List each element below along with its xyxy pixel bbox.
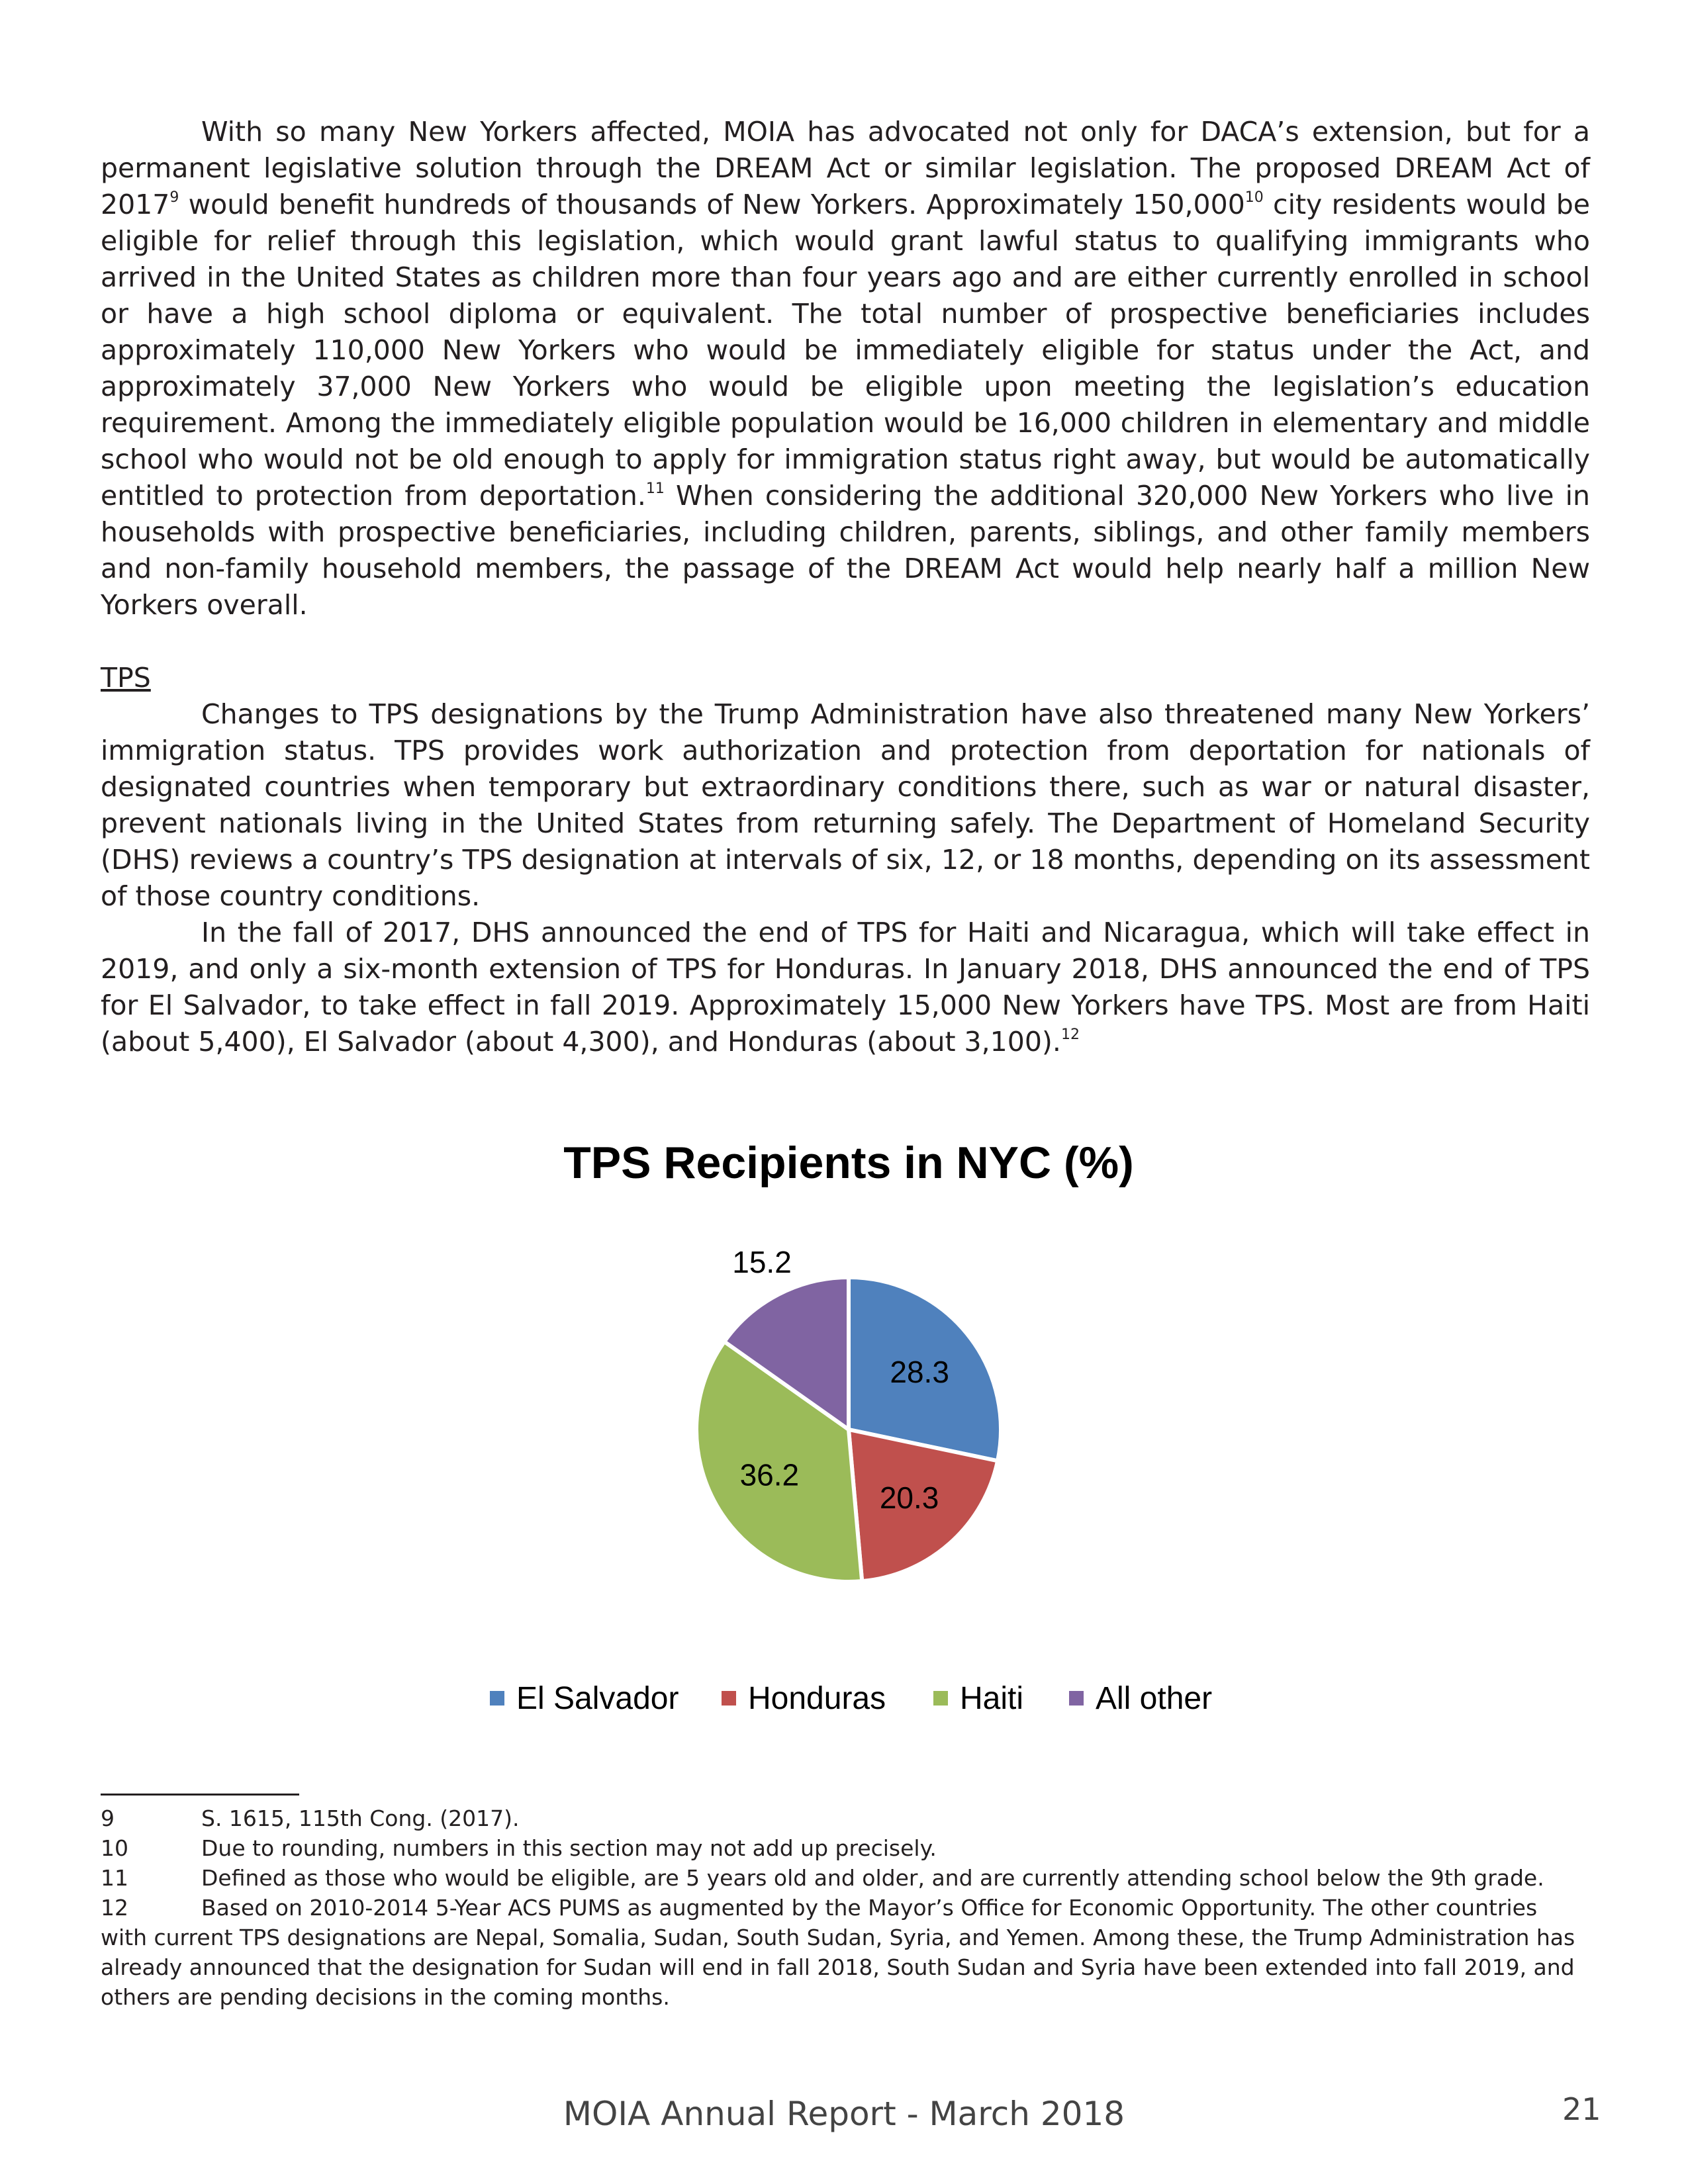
tps-heading: TPS	[101, 662, 151, 694]
footer-title: MOIA Annual Report - March 2018	[563, 2095, 1125, 2133]
footnote-text: S. 1615, 115th Cong. (2017).	[201, 1805, 520, 1831]
legend-label: El Salvador	[516, 1681, 679, 1716]
footnote-ref-10[interactable]: 10	[1244, 189, 1264, 206]
footnote	[101, 1833, 1590, 1863]
legend-label: Haiti	[960, 1681, 1024, 1716]
body-section	[101, 114, 1590, 1060]
page-number: 21	[1562, 2091, 1601, 2127]
footnote-divider	[101, 1794, 299, 1796]
legend-label: Honduras	[748, 1681, 886, 1716]
footnote-text: Defined as those who would be eligible, are 5 years old and older, and are currently attending school below the 9th grade.	[201, 1865, 1544, 1891]
footnote-text: Based on 2010-2014 5-Year ACS PUMS as augmented by the Mayor’s Office for Economic Opportunity. The other countries with current TPS designations are Nepal, Somalia, Sudan, South Sudan, Syria, and Yemen. Among these, the Trump Administration has already announced that the designation for Sudan will end in fall 2018, South Sudan and Syria have been extended into fall 2019, and others are pending decisions in the coming months.	[101, 1895, 1575, 2010]
legend-swatch	[722, 1691, 736, 1706]
chart-title: TPS Recipients in NYC (%)	[563, 1138, 1134, 1188]
text: would benefit hundreds of thousands of New Yorkers. Approximately 150,000	[179, 189, 1245, 220]
legend-swatch	[1069, 1691, 1084, 1706]
data-label: 36.2	[739, 1457, 800, 1492]
footnotes	[101, 1803, 1590, 2012]
footnote-number: 12	[101, 1895, 128, 1921]
footnote	[101, 1863, 1590, 1893]
footnote	[101, 1803, 1590, 1833]
text: When considering the additional 320,000 New Yorkers who live in households with prospective beneficiaries, including children, parents, siblings, and other family members and non-family household members, the passage of the DREAM Act would help nearly half a million New Yorkers overall.	[101, 480, 1590, 621]
legend-swatch	[933, 1691, 948, 1706]
footnote-ref-11[interactable]: 11	[645, 480, 665, 497]
footnote	[101, 1893, 1590, 2012]
dream-act-paragraph	[101, 114, 1590, 623]
data-label: 28.3	[890, 1355, 949, 1390]
data-label: 15.2	[732, 1244, 792, 1279]
footnote-number: 11	[101, 1865, 128, 1891]
tps-paragraph-2	[101, 915, 1590, 1060]
data-label: 20.3	[879, 1480, 939, 1516]
footnote-ref-9[interactable]: 9	[169, 189, 179, 206]
legend-swatch	[490, 1691, 504, 1706]
footnote-number: 9	[101, 1805, 115, 1831]
text: With so many New Yorkers affected, MOIA has advocated not only for DACA’s extension, but for a permanent legislative solution through the DREAM Act or similar legislation. The proposed DREAM Act of 2017	[101, 116, 1590, 220]
tps-paragraph-1: Changes to TPS designations by the Trump Administration have also threatened many New Yorkers’ immigration status. TPS provides work authorization and protection from deportation for nationals of designated countries when temporary but extraordinary conditions there, such as war or natural disaster, prevent nationals living in the United States from returning safely. The Department of Homeland Security (DHS) reviews a country’s TPS designation at intervals of six, 12, or 18 months, depending on its assessment of those country conditions.	[101, 698, 1590, 912]
legend-label: All other	[1096, 1681, 1213, 1716]
footnote-text: Due to rounding, numbers in this section may not add up precisely.	[201, 1835, 937, 1861]
text: city residents would be eligible for relief through this legislation, which would grant lawful status to qualifying immigrants who arrived in the United States as children more than four years ago and are either currently enrolled in school or have a high school diploma or equivalent. The total number of prospective beneficiaries includes approximately 110,000 New Yorkers who would be immediately eligible for status under the Act, and approximately 37,000 New Yorkers who would be eligible upon meeting the legislation’s education requirement. Among the immediately eligible population would be 16,000 children in elementary and middle school who would not be old enough to apply for immigration status right away, but would be automatically entitled to protection from deportation.	[101, 189, 1590, 512]
footnote-ref-12[interactable]: 12	[1060, 1026, 1080, 1043]
text: In the fall of 2017, DHS announced the end of TPS for Haiti and Nicaragua, which will take effect in 2019, and only a six-month extension of TPS for Honduras. In January 2018, DHS announced the end of TPS for El Salvador, to take effect in fall 2019. Approximately 15,000 New Yorkers have TPS. Most are from Haiti (about 5,400), El Salvador (about 4,300), and Honduras (about 3,100).	[101, 917, 1590, 1058]
pie-chart	[0, 1125, 1688, 1754]
footnote-number: 10	[101, 1835, 128, 1861]
